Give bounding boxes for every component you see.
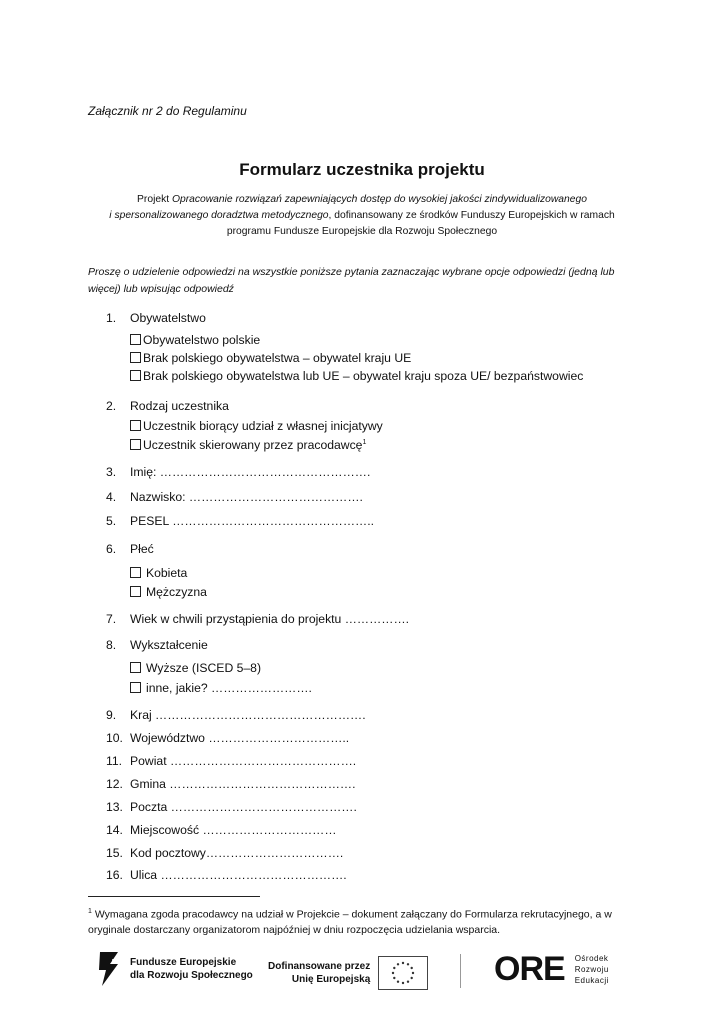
question-education: 8. Wykształcenie [106, 638, 208, 652]
checkbox[interactable] [130, 586, 141, 597]
option-citizenship-polish[interactable]: Obywatelstwo polskie [130, 333, 260, 347]
question-age[interactable]: 7. Wiek w chwili przystąpienia do projektu ……………. [106, 612, 410, 626]
project-description: Projekt Opracowanie rozwiązań zapewniających dostęp do wysokiej jakości zindywidualizowanego i spersonalizowanego doradztwa metodycznego, dofinansowany ze środków Funduszy Europejskich w ramach programu Fundusze Europejskie dla Rozwoju Społecznego [109, 194, 615, 237]
question-voivodeship[interactable]: 10. Województwo …………………………….. [106, 731, 350, 745]
footnote-ref: 1 [362, 438, 367, 446]
eu-flag-icon [378, 956, 428, 990]
question-first-name[interactable]: 3. Imię: ……………………………………………. [106, 465, 371, 479]
checkbox[interactable] [130, 439, 141, 450]
question-citizenship: 1. Obywatelstwo [106, 311, 206, 325]
question-commune[interactable]: 12. Gmina ………………………………………. [106, 777, 356, 791]
question-sex: 6. Płeć [106, 542, 154, 556]
instruction-text: Proszę o udzielenie odpowiedzi na wszystkie poniższe pytania zaznaczając wybrane opcje odpowiedzi (jedną lub więcej) lub wpisując odpowiedź [88, 266, 615, 295]
ore-logo: ORE Ośrodek Rozwoju Edukacji [494, 950, 609, 988]
checkbox[interactable] [130, 567, 141, 578]
question-surname[interactable]: 4. Nazwisko: ……………………………………. [106, 490, 363, 504]
question-postal-code[interactable]: 15. Kod pocztowy……………………………. [106, 846, 344, 860]
checkbox[interactable] [130, 420, 141, 431]
logo-bar [96, 948, 656, 996]
option-higher-education[interactable]: Wyższe (ISCED 5–8) [130, 661, 261, 675]
checkbox[interactable] [130, 352, 141, 363]
question-locality[interactable]: 14. Miejscowość …………………………… [106, 823, 337, 837]
checkbox[interactable] [130, 370, 141, 381]
page-title: Formularz uczestnika projektu [239, 160, 485, 179]
question-county[interactable]: 11. Powiat ………………………………………. [106, 754, 357, 768]
option-female[interactable]: Kobieta [130, 566, 187, 580]
logo-divider [460, 954, 461, 988]
question-post-office[interactable]: 13. Poczta ………………………………………. [106, 800, 357, 814]
annex-label: Załącznik nr 2 do Regulaminu [88, 104, 247, 118]
checkbox[interactable] [130, 682, 141, 693]
fe-star-icon [96, 950, 122, 988]
question-pesel[interactable]: 5. PESEL ………………………………………….. [106, 514, 374, 528]
fe-logo: Fundusze Europejskie dla Rozwoju Społecznego [96, 950, 253, 988]
option-male[interactable]: Mężczyzna [130, 585, 207, 599]
option-citizenship-non-eu[interactable]: Brak polskiego obywatelstwa lub UE – obywatel kraju spoza UE/ bezpaństwowiec [130, 369, 583, 383]
option-other-education[interactable]: inne, jakie? ……………………. [130, 681, 312, 695]
question-participant-type: 2. Rodzaj uczestnika [106, 399, 229, 413]
footnote-divider [88, 896, 260, 897]
checkbox[interactable] [130, 334, 141, 345]
question-country[interactable]: 9. Kraj ……………………………………………. [106, 708, 366, 722]
option-citizenship-eu[interactable]: Brak polskiego obywatelstwa – obywatel kraju UE [130, 351, 411, 365]
checkbox[interactable] [130, 662, 141, 673]
option-own-initiative[interactable]: Uczestnik biorący udział z własnej inicjatywy [130, 419, 383, 433]
option-employer-referred[interactable]: Uczestnik skierowany przez pracodawcę$^1$ [130, 438, 366, 452]
question-street[interactable]: 16. Ulica ………………………………………. [106, 868, 347, 882]
eu-logo: Dofinansowane przez Unię Europejską [268, 956, 428, 990]
footnote: $^1$ Wymagana zgoda pracodawcy na udział w Projekcie – dokument załączany do Formularza rekrutacyjnego, a w oryginale dostarczany organizatorom najpóźniej w dniu rozpoczęcia udzielania wsparcia. [88, 908, 612, 936]
